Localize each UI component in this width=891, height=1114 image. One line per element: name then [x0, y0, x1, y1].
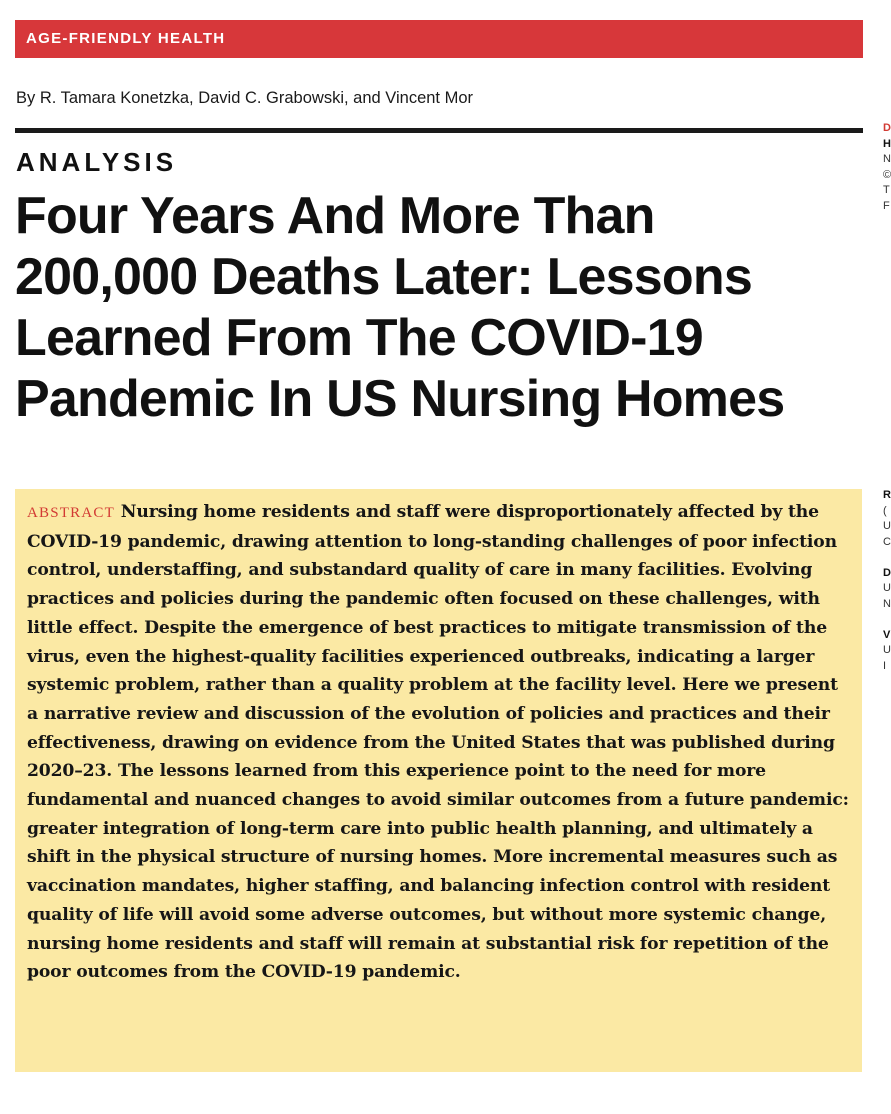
article-title: Four Years And More Than 200,000 Deaths Later: Lessons Learned From The COVID-19 Pandemic In US Nursing Homes	[15, 187, 785, 428]
abstract-label: ABSTRACT	[27, 505, 115, 521]
margin-fragment: U	[883, 520, 891, 532]
margin-fragment: U	[883, 644, 891, 656]
margin-fragment: R	[883, 489, 891, 501]
margin-fragment: N	[883, 597, 891, 610]
abstract-text: Nursing home residents and staff were disproportionately affected by the COVID-19 pandemic, drawing attention to long-standing challenges of poor infection control, understaffing, and substandard quality of care in many facilities. Evolving practices and policies during the pandemic often focused on these challenges, with little effect. Despite the emergence of best practices to mitigate transmission of the virus, even the highest-quality facilities experienced outbreaks, indicating a larger systemic problem, rather than a quality problem at the facility level. Here we present a narrative review and discussion of the evolution of policies and practices and their effectiveness, drawing on evidence from the United States that was published during 2020–23. The lessons learned from this experience point to the need for more fundamental and nuanced changes to avoid similar outcomes from a future pandemic: greater integration of long-term care into public health planning, and ultimately a shift in the physical structure of nursing homes. More incremental measures such as vaccination mandates, higher staffing, and balancing infection control with resident quality of life will avoid some adverse outcomes, but without more systemic change, nursing home residents and staff will remain at substantial risk for repetition of the poor outcomes from the COVID-19 pandemic.	[27, 502, 849, 983]
header-divider	[15, 128, 863, 133]
margin-fragment: C	[883, 535, 891, 548]
margin-fragment: (	[883, 504, 887, 517]
margin-fragment: D	[883, 122, 891, 134]
margin-fragment: D	[883, 566, 891, 579]
section-label: AGE-FRIENDLY HEALTH	[26, 30, 226, 47]
margin-fragment: ©	[883, 168, 891, 181]
margin-spacer	[883, 612, 891, 628]
margin-fragment: H	[883, 137, 891, 150]
margin-spacer	[883, 550, 891, 566]
margin-fragment: N	[883, 153, 891, 165]
author-byline: By R. Tamara Konetzka, David C. Grabowski, and Vincent Mor	[16, 89, 474, 107]
abstract-box	[15, 489, 862, 1072]
margin-sidebar-top	[883, 121, 891, 214]
article-kicker: ANALYSIS	[16, 147, 178, 177]
margin-fragment: I	[883, 659, 887, 672]
margin-fragment: F	[883, 199, 890, 212]
margin-fragment: V	[883, 628, 891, 641]
abstract-body	[27, 498, 853, 987]
margin-sidebar-lower	[883, 488, 891, 674]
margin-fragment: T	[883, 184, 890, 196]
margin-fragment: U	[883, 582, 891, 594]
section-banner	[15, 20, 863, 58]
